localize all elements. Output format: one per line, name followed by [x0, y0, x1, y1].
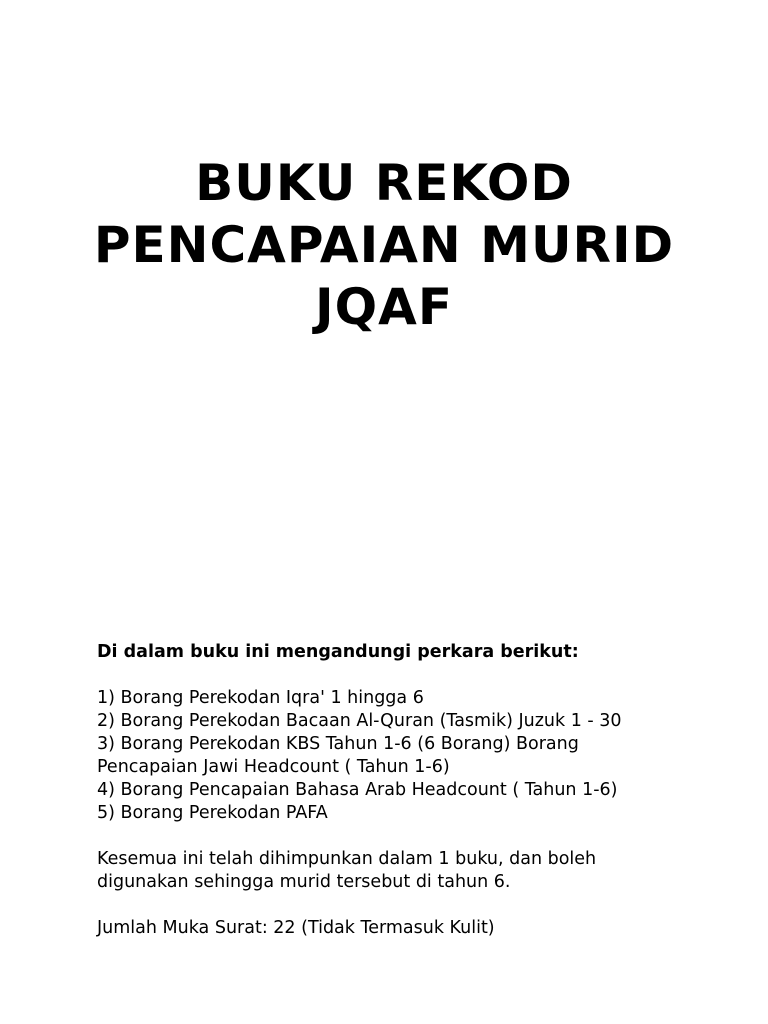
intro-text: Di dalam buku ini mengandungi perkara berikut:: [97, 642, 579, 662]
spacer: [97, 825, 677, 848]
list-item: 2) Borang Perekodan Bacaan Al-Quran (Tasmik) Juzuk 1 - 30: [97, 711, 622, 731]
spacer: [97, 664, 677, 687]
list-item: 4) Borang Pencapaian Bahasa Arab Headcount ( Tahun 1-6): [97, 780, 618, 800]
list-item: 5) Borang Perekodan PAFA: [97, 803, 328, 823]
list-item: 1) Borang Perekodan Iqra' 1 hingga 6: [97, 688, 424, 708]
spacer: [97, 894, 677, 917]
page-count-text: Jumlah Muka Surat: 22 (Tidak Termasuk Kulit): [97, 918, 495, 938]
list-item: 3) Borang Perekodan KBS Tahun 1-6 (6 Borang) Borang Pencapaian Jawi Headcount ( Tahun 1-6): [97, 734, 579, 777]
contents-list: [97, 687, 677, 825]
summary-text: Kesemua ini telah dihimpunkan dalam 1 buku, dan boleh digunakan sehingga murid tersebut di tahun 6.: [97, 849, 597, 892]
document-body: [97, 641, 677, 940]
document-title: [60, 152, 708, 338]
title-line-2: PENCAPAIAN MURID: [93, 216, 675, 274]
title-line-3: JQAF: [315, 278, 453, 336]
title-line-1: BUKU REKOD: [195, 154, 573, 212]
